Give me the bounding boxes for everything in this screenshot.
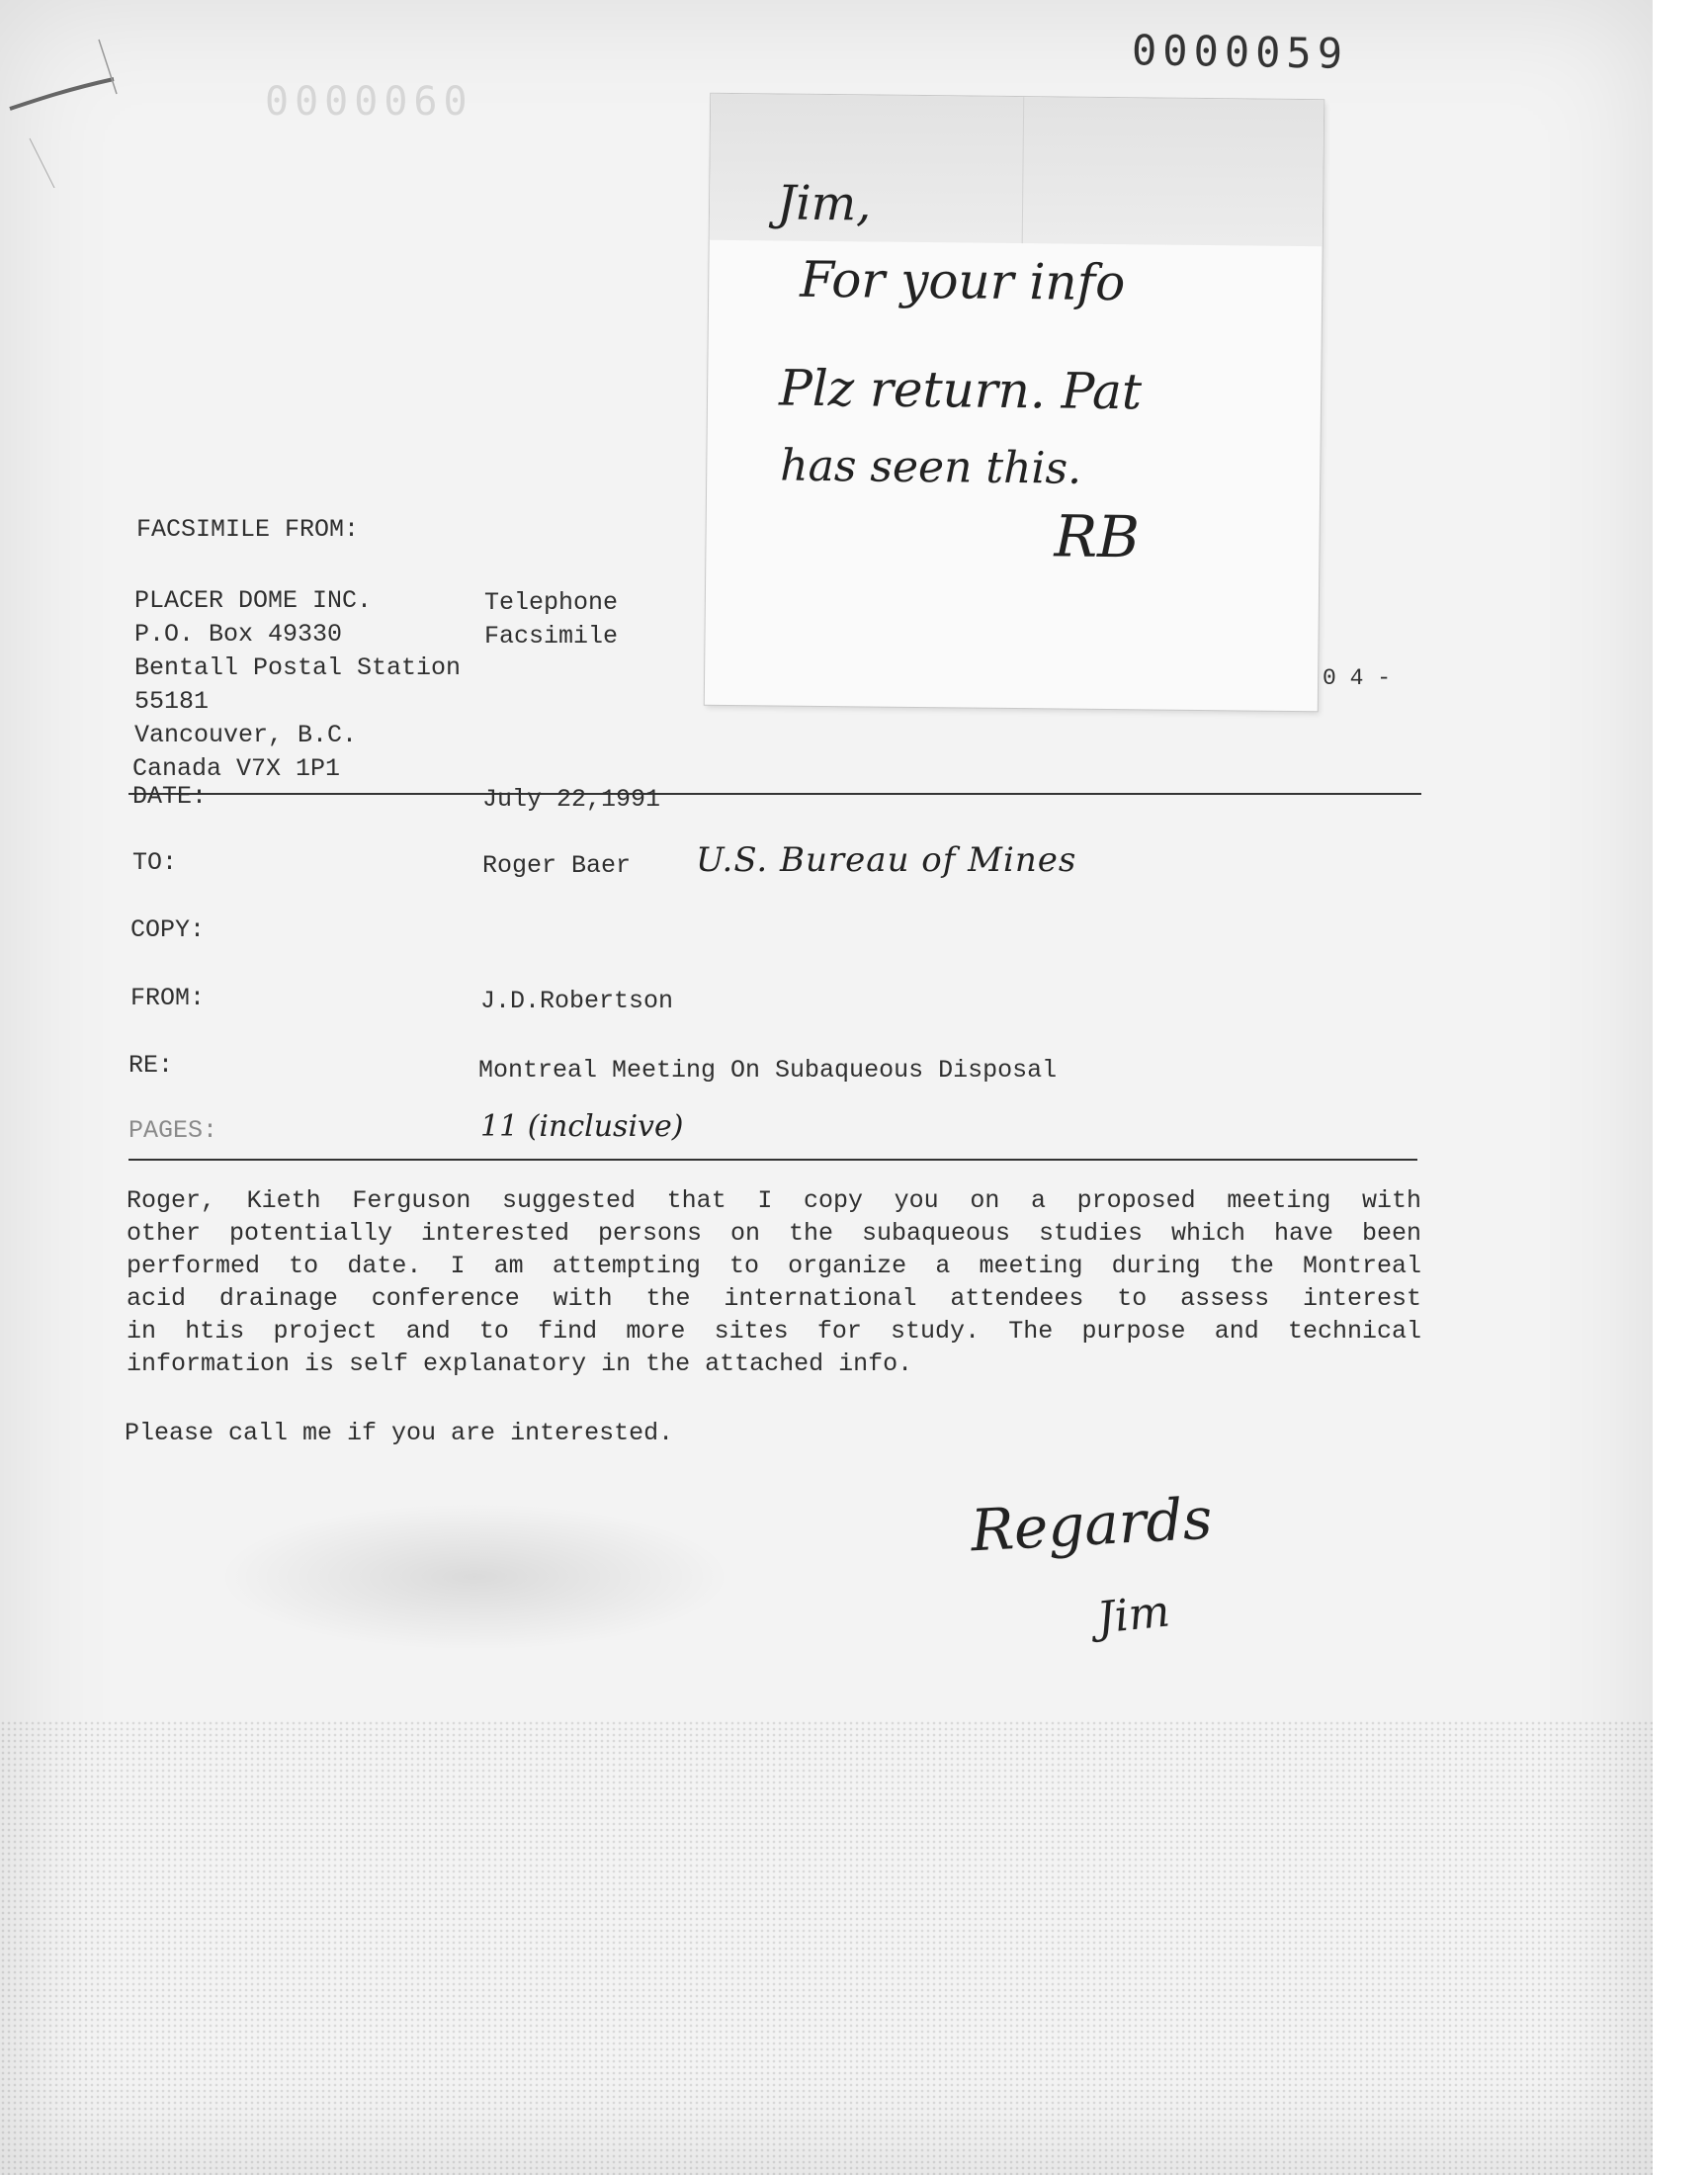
smudge bbox=[217, 1503, 731, 1651]
body-line-1: Roger, Kieth Ferguson suggested that I copy you on a proposed meeting with bbox=[127, 1186, 1421, 1215]
signature-handwritten: Jim bbox=[1094, 1586, 1172, 1644]
body-paragraph bbox=[127, 1184, 1421, 1380]
ghost-document-number: 0000060 bbox=[265, 79, 473, 125]
address-line-1: P.O. Box 49330 bbox=[134, 620, 343, 649]
closing-line: Please call me if you are interested. bbox=[125, 1419, 674, 1447]
pages-label: PAGES: bbox=[128, 1116, 218, 1145]
note-initials: RB bbox=[1054, 502, 1141, 571]
company-name: PLACER DOME INC. bbox=[134, 586, 373, 615]
note-line-4: has seen this. bbox=[780, 440, 1082, 494]
from-value: J.D.Robertson bbox=[480, 987, 674, 1015]
to-handwritten-note: U.S. Bureau of Mines bbox=[696, 840, 1077, 880]
re-label: RE: bbox=[128, 1051, 174, 1080]
to-label: TO: bbox=[132, 848, 178, 877]
body-line-5: in htis project and to find more sites for study. The purpose and technical bbox=[127, 1317, 1421, 1346]
from-label: FROM: bbox=[130, 984, 206, 1012]
note-line-2: For your info bbox=[799, 250, 1126, 312]
scan-speckle bbox=[0, 1720, 1653, 2175]
to-value: Roger Baer bbox=[482, 851, 632, 880]
telephone-label: Telephone bbox=[484, 588, 619, 617]
header-rule bbox=[128, 793, 1421, 795]
note-line-1: Jim, bbox=[776, 175, 872, 232]
date-label: DATE: bbox=[132, 782, 208, 811]
body-line-3: performed to date. I am attempting to organize a meeting during the Montreal bbox=[127, 1252, 1421, 1280]
body-line-2: other potentially interested persons on the subaqueous studies which have been bbox=[127, 1219, 1421, 1248]
address-line-3: 55181 bbox=[134, 687, 210, 716]
fields-rule bbox=[128, 1159, 1417, 1161]
copy-label: COPY: bbox=[130, 915, 206, 944]
body-line-4: acid drainage conference with the international attendees to assess interest bbox=[127, 1284, 1421, 1313]
sticky-note bbox=[705, 94, 1324, 711]
pages-handwritten: 11 (inclusive) bbox=[480, 1109, 684, 1144]
side-mark: 0 4 - bbox=[1323, 665, 1392, 691]
address-line-2: Bentall Postal Station bbox=[134, 653, 462, 682]
facsimile-label: Facsimile bbox=[484, 622, 619, 651]
re-value: Montreal Meeting On Subaqueous Disposal bbox=[478, 1056, 1058, 1085]
date-value: July 22,1991 bbox=[482, 785, 661, 814]
pen-scribble bbox=[0, 20, 158, 188]
signoff-handwritten: Regards bbox=[969, 1484, 1214, 1565]
body-line-6: information is self explanatory in the attached info. bbox=[127, 1349, 913, 1378]
address-line-5: Canada V7X 1P1 bbox=[132, 754, 341, 783]
scan-margin bbox=[1653, 0, 1708, 2175]
address-line-4: Vancouver, B.C. bbox=[134, 721, 358, 749]
document-number: 0000059 bbox=[1131, 26, 1349, 78]
facsimile-from-label: FACSIMILE FROM: bbox=[136, 515, 360, 544]
note-line-3: Plz return. Pat bbox=[778, 359, 1143, 421]
